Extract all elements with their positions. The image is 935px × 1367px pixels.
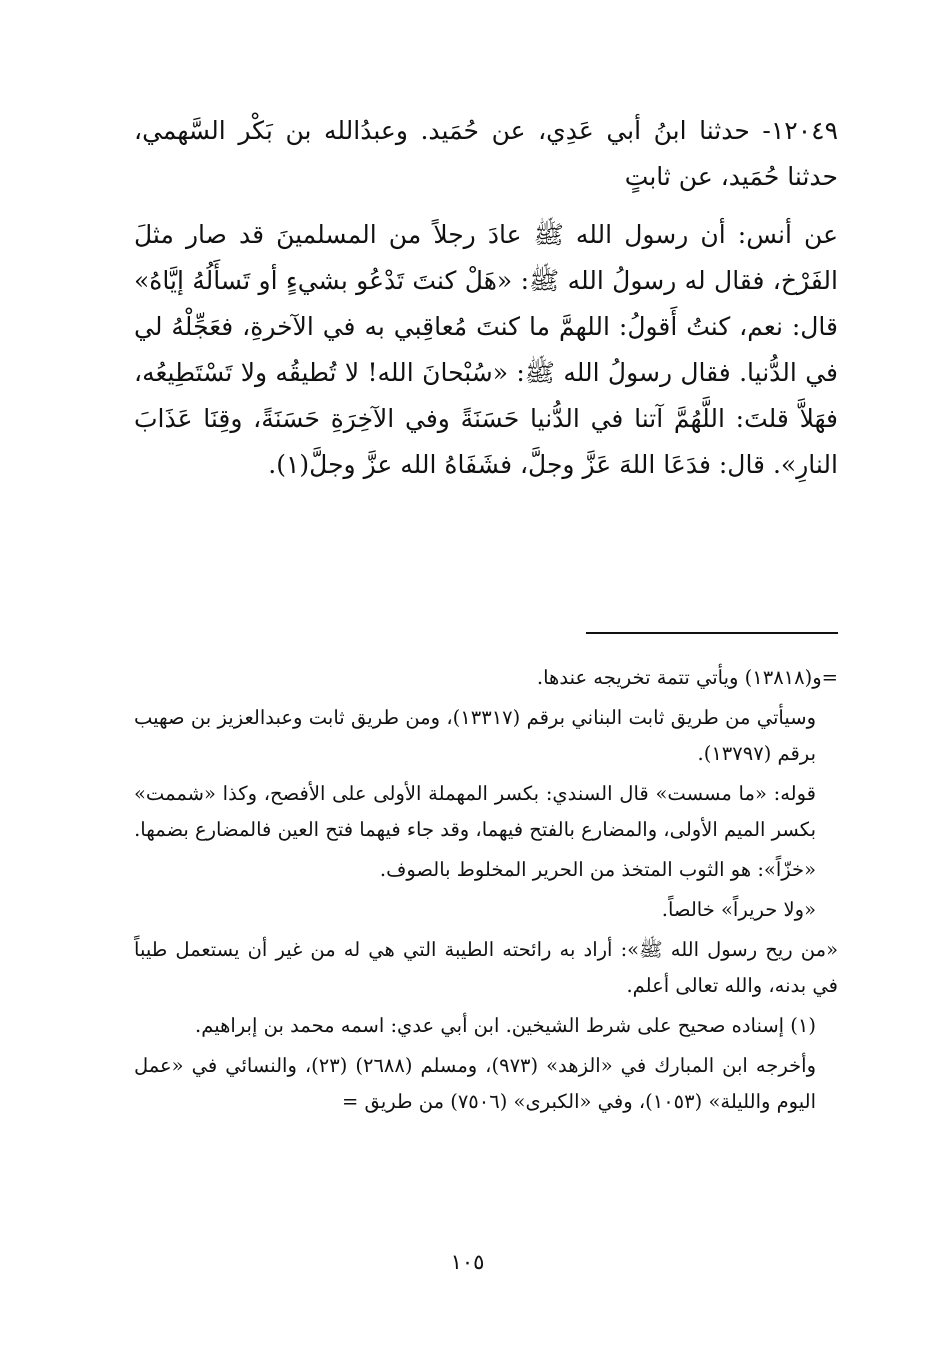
footnote-numbered: (١) إسناده صحيح على شرط الشيخين. ابن أبي عدي: اسمه محمد بن إبراهيم.	[195, 1014, 816, 1037]
footnote-gloss: «خزّاً»: هو الثوب المتخذ من الحرير المخلوط بالصوف.	[379, 858, 816, 881]
hadith-matn: عن أنس: أن رسول الله ﷺ عادَ رجلاً من المسلمينَ قد صار مثلَ الفَرْخ، فقال له رسولُ الله ﷺ: «هَلْ كنتَ تَدْعُو بشيءٍ أو تَسأَلُهُ إيَّاهُ» قال: نعم، كنتُ أَقولُ: اللهمَّ ما كنتَ مُعاقِبي به في الآخرةِ، فعَجِّلْهُ لي في الدُّنيا. فقال رسولُ الله ﷺ: «سُبْحانَ الله! لا تُطيقُه ولا تَسْتَطِيعُه، فهَلاَّ قلتَ: اللَّهُمَّ آتنا في الدُّنيا حَسَنَةً وفي الآخِرَةِ حَسَنَةً، وقِنَا عَذَابَ النارِ». قال: فدَعَا اللهَ عَزَّ وجلَّ، فشَفَاهُ الله عزَّ وجلَّ(١).	[134, 220, 838, 479]
page-number: ١٠٥	[450, 1250, 485, 1274]
footnote-paragraph: قوله: «ما مسست» قال السندي: بكسر المهملة الأولى على الأفصح، وكذا «شممت» بكسر الميم الأولى، والمضارع بالفتح فيهما، وقد جاء فيهما فتح العين فالمضارع بضمها.	[134, 782, 816, 841]
footnote-paragraph: وأخرجه ابن المبارك في «الزهد» (٩٧٣)، ومسلم (٢٦٨٨) (٢٣)، والنسائي في «عمل اليوم والليلة» (١٠٥٣)، وفي «الكبرى» (٧٥٠٦) من طريق =	[134, 1054, 817, 1113]
footnote-paragraph: وسيأتي من طريق ثابت البناني برقم (١٣٣١٧)، ومن طريق ثابت وعبدالعزيز بن صهيب برقم (١٣٧٩٧).	[134, 706, 816, 765]
footnote-continuation: =و(١٣٨١٨) ويأتي تتمة تخريجه عندها.	[536, 666, 838, 689]
footnote-gloss: «من ريح رسول الله ﷺ»: أراد به رائحته الطيبة التي هي له من غير أن يستعمل طيباً في بدنه، والله تعالى أعلم.	[134, 938, 838, 997]
footnotes-section	[134, 660, 838, 1124]
footnote-gloss: «ولا حريراً» خالصاً.	[661, 898, 816, 921]
footnote-divider	[586, 632, 838, 634]
hadith-isnad: ١٢٠٤٩- حدثنا ابنُ أبي عَدِي، عن حُمَيد. وعبدُالله بن بَكْر السَّهمي، حدثنا حُمَيد، عن ثابتٍ	[134, 116, 838, 191]
